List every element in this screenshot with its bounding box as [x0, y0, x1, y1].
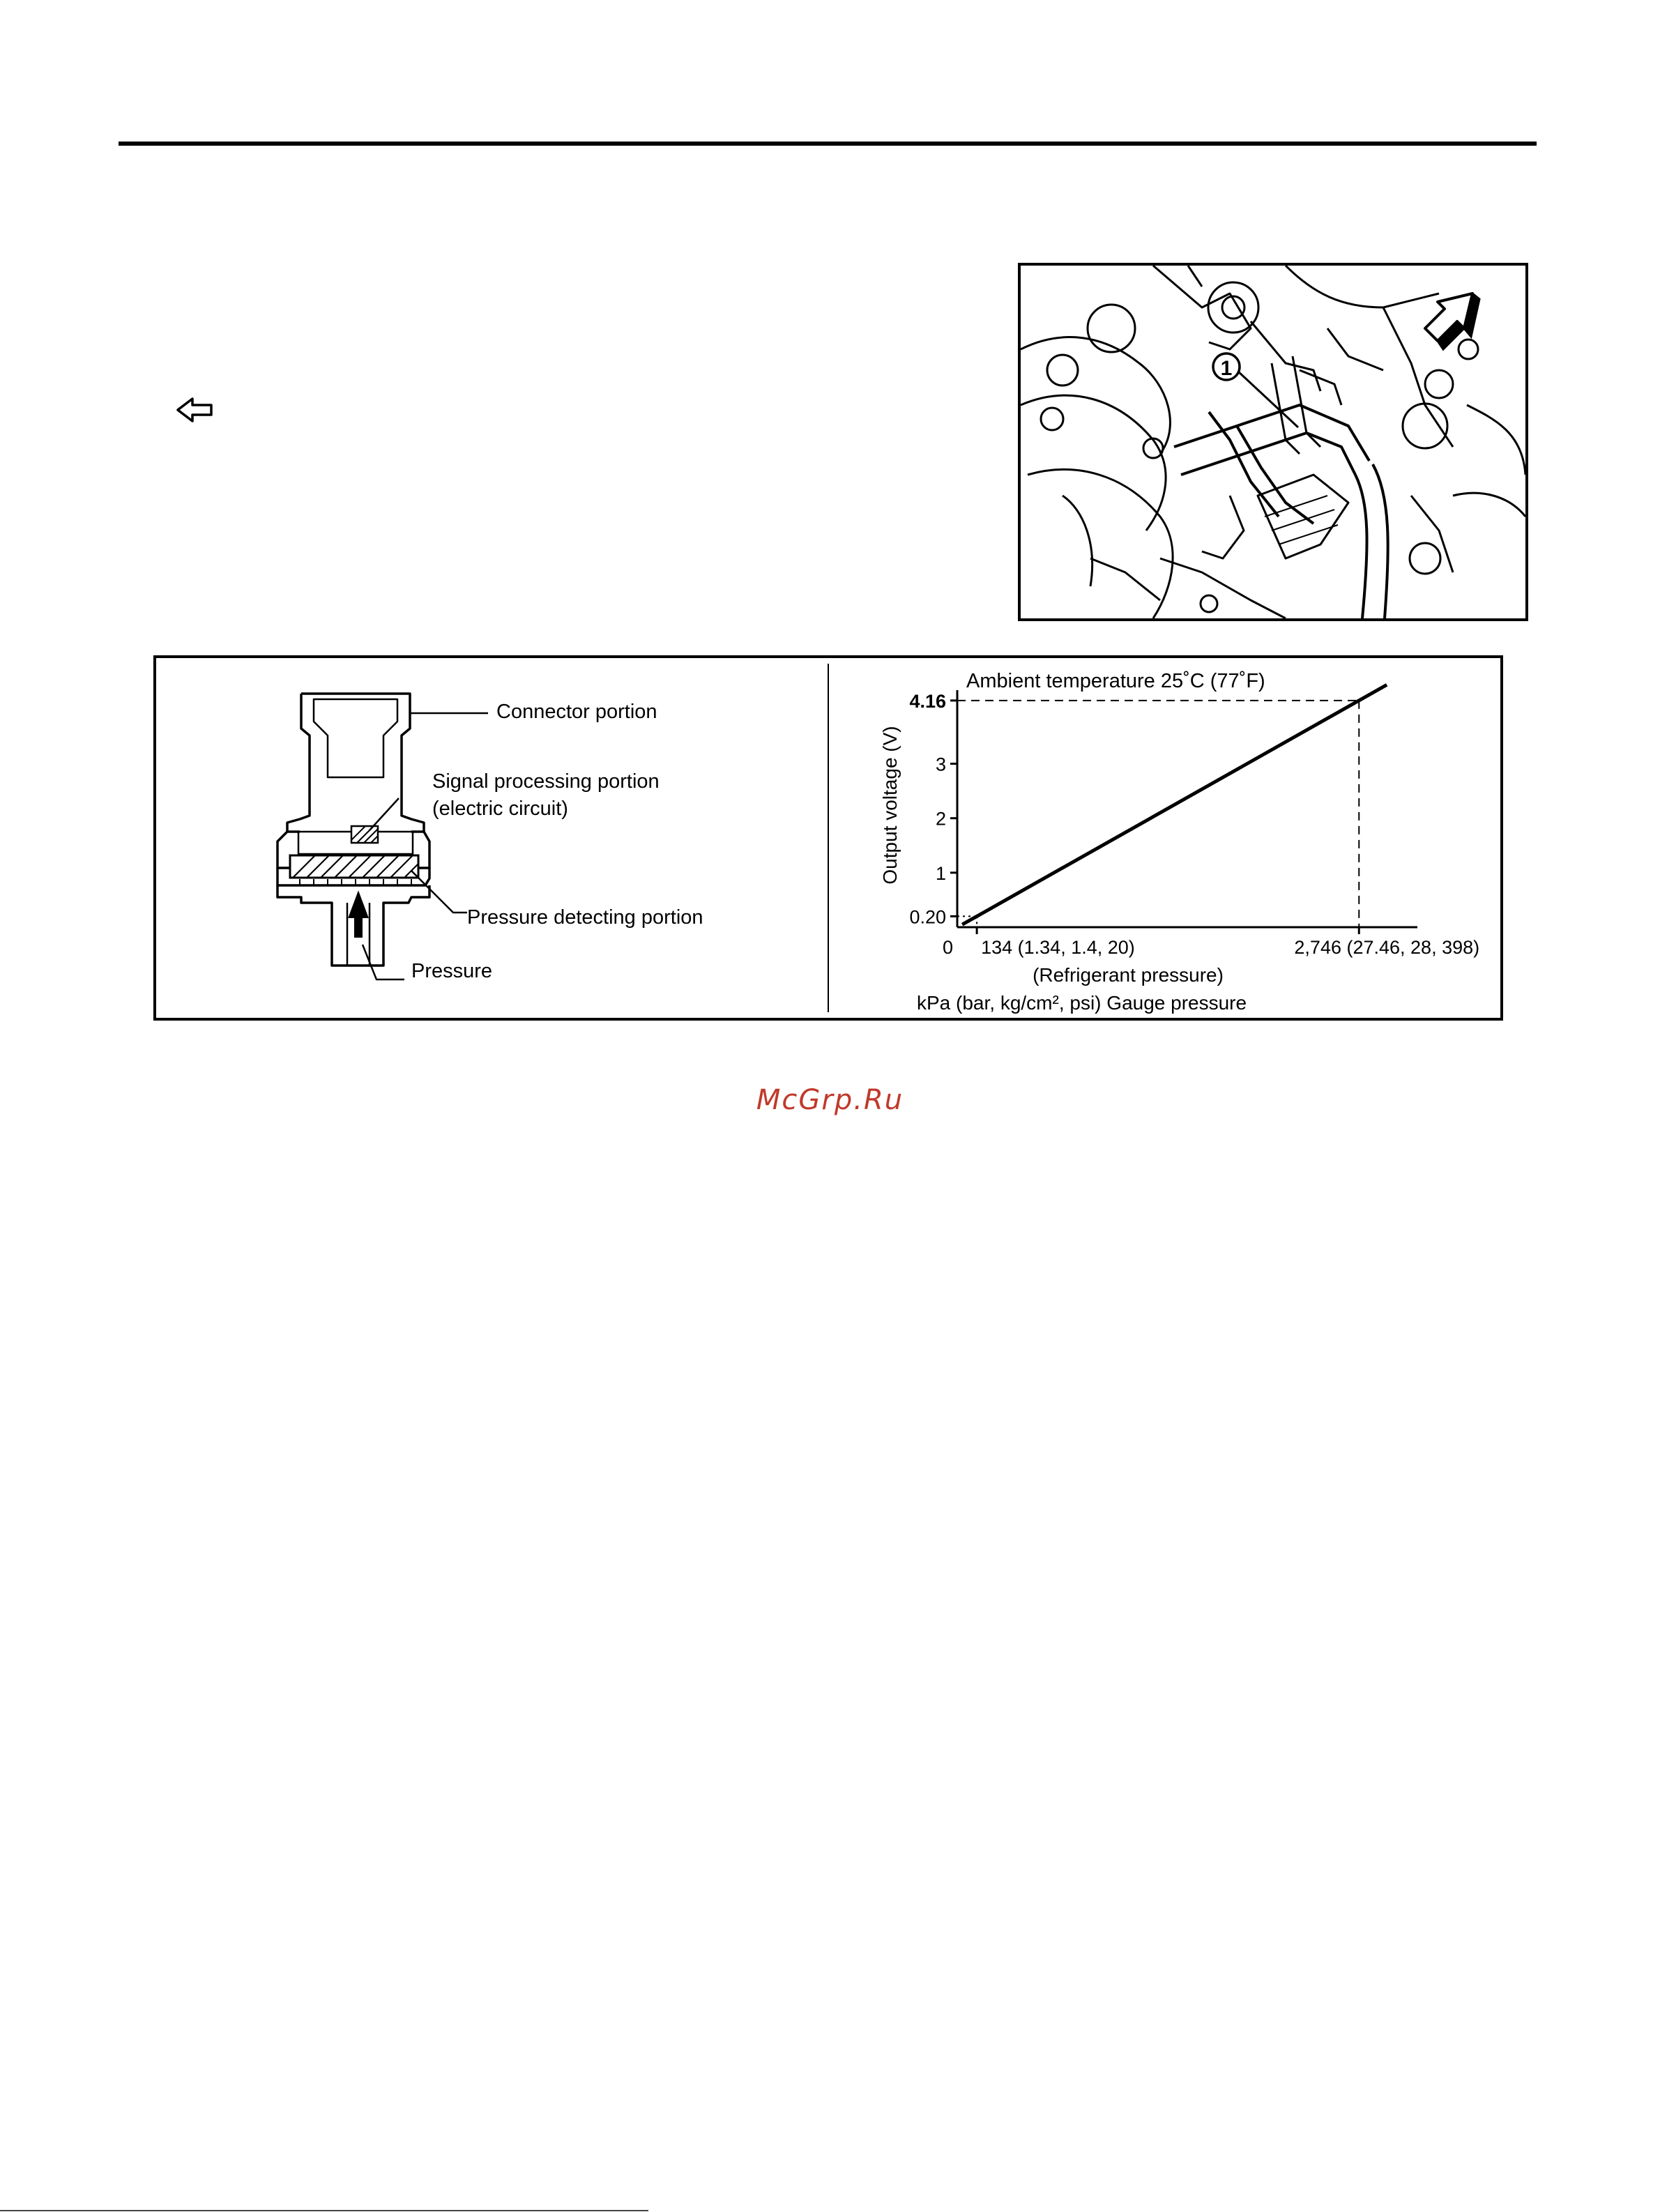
hose-outline [1021, 337, 1170, 454]
electric-circuit-label: (electric circuit) [432, 798, 568, 820]
x-tick-label: 134 (1.34, 1.4, 20) [981, 937, 1135, 958]
diagram-divider [828, 664, 829, 1012]
x-tick-label: 2,746 (27.46, 28, 398) [1294, 937, 1480, 958]
chart-xlabel-line2: kPa (bar, kg/cm², psi) Gauge pressure [917, 992, 1247, 1014]
y-tick-label: 1 [935, 862, 946, 884]
chart-title: Ambient temperature 25˚C (77˚F) [966, 670, 1265, 692]
top-rule [119, 142, 1537, 146]
pressure-detecting-label: Pressure detecting portion [467, 906, 703, 929]
outline-left-arrow-icon [176, 396, 213, 424]
engine-bay-drawing [1021, 266, 1525, 618]
output-voltage-chart [865, 662, 1492, 1018]
engine-bay-illustration [1018, 263, 1528, 621]
connector-portion-label: Connector portion [496, 701, 657, 723]
callout-1-label: 1 [1220, 357, 1233, 380]
y-tick-label: 4.16 [909, 690, 946, 712]
watermark: McGrp.Ru [756, 1084, 904, 1116]
bottom-rule [0, 2210, 648, 2211]
chart-xlabel-line1: (Refrigerant pressure) [1033, 964, 1224, 986]
pressure-sensor-cross-section [265, 680, 488, 986]
chart-ylabel: Output voltage (V) [879, 726, 901, 885]
signal-processing-label: Signal processing portion [432, 770, 660, 793]
pressure-arrow-icon [350, 894, 367, 938]
series-line [962, 685, 1387, 924]
callout-1-icon [1213, 353, 1298, 427]
x-tick-label: 0 [942, 937, 953, 958]
y-tick-label: 0.20 [909, 906, 946, 928]
y-tick-label: 2 [935, 808, 946, 830]
y-tick-label: 3 [935, 754, 946, 775]
pressure-label: Pressure [411, 960, 493, 982]
